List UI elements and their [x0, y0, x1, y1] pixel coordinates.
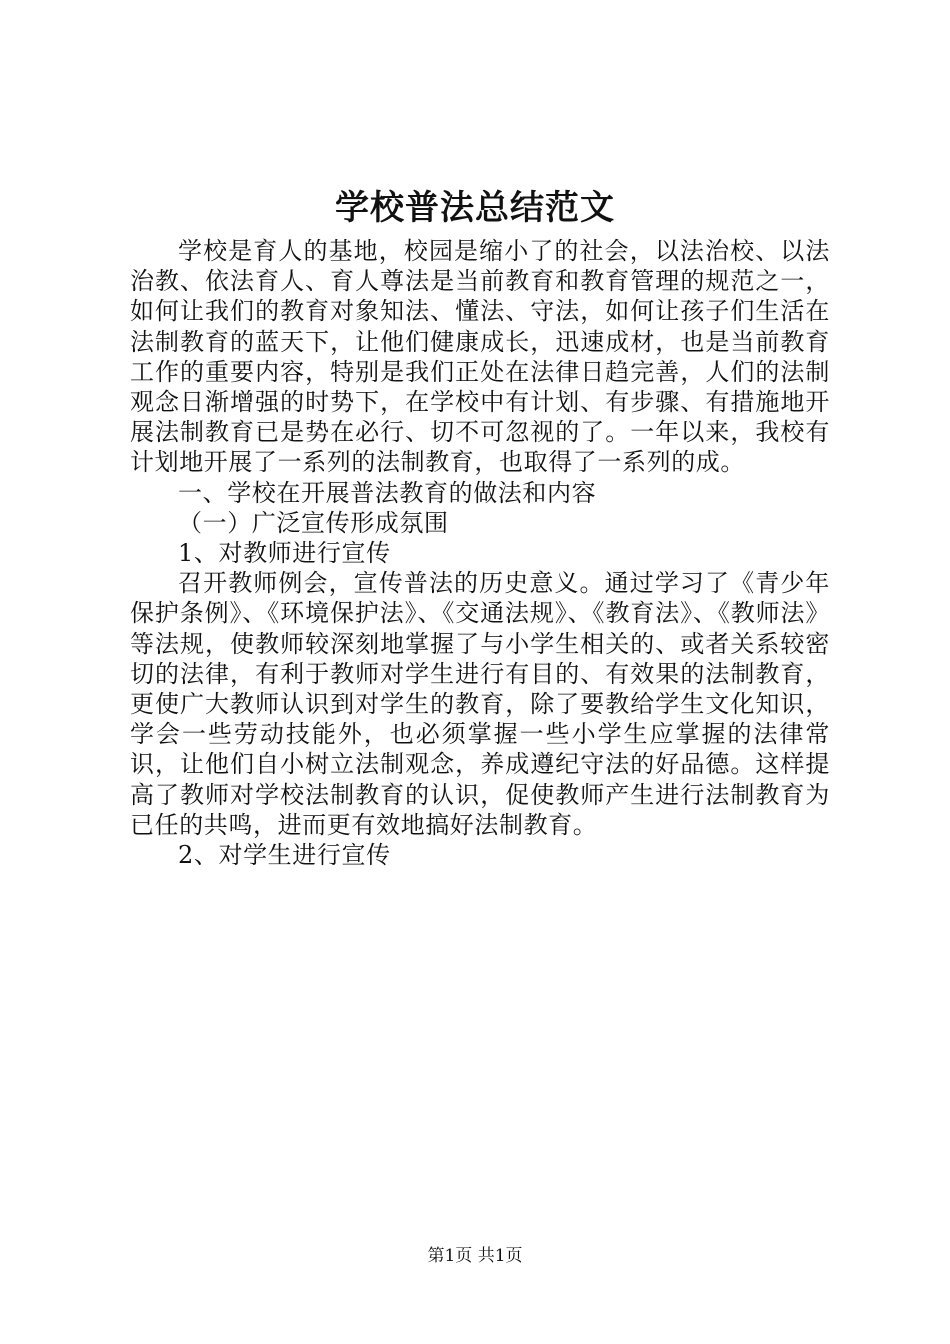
teacher-paragraph: 召开教师例会，宣传普法的历史意义。通过学习了《青少年保护条例》、《环境保护法》、《交通法规》、《教育法》、《教师法》等法规，使教师较深刻地掌握了与小学生相关的、或者关系较密切的法律，有利于教师对学生进行有目的、有效果的法制教育，更使广大教师认识到对学生的教育，除了要教给学生文化知识，学会一些劳动技能外，也必须掌握一些小学生应掌握的法律常识，让他们自小树立法制观念，养成遵纪守法的好品德。这样提高了教师对学校法制教育的认识，促使教师产生进行法制教育为已任的共鸣，进而更有效地搞好法制教育。 — [130, 569, 830, 839]
section-heading-1: 一、学校在开展普法教育的做法和内容 — [178, 478, 597, 507]
page-footer: 第1页 共1页 — [427, 1246, 523, 1266]
item-heading-1: 1、对教师进行宣传 — [178, 539, 391, 568]
intro-paragraph: 学校是育人的基地，校园是缩小了的社会，以法治校、以法治教、依法育人、育人尊法是当前教育和教育管理的规范之一，如何让我们的教育对象知法、懂法、守法，如何让孩子们生活在法制教育的蓝天下，让他们健康成长，迅速成材，也是当前教育工作的重要内容，特别是我们正处在法律日趋完善，人们的法制观念日渐增强的时势下，在学校中有计划、有步骤、有措施地开展法制教育已是势在必行、切不可忽视的了。一年以来，我校有计划地开展了一系列的法制教育，也取得了一系列的成。 — [130, 237, 830, 477]
subsection-heading-1: （一）广泛宣传形成氛围 — [178, 508, 449, 537]
document-title: 学校普法总结范文 — [335, 188, 615, 228]
item-heading-2: 2、对学生进行宣传 — [178, 841, 391, 870]
document-body — [130, 236, 830, 870]
